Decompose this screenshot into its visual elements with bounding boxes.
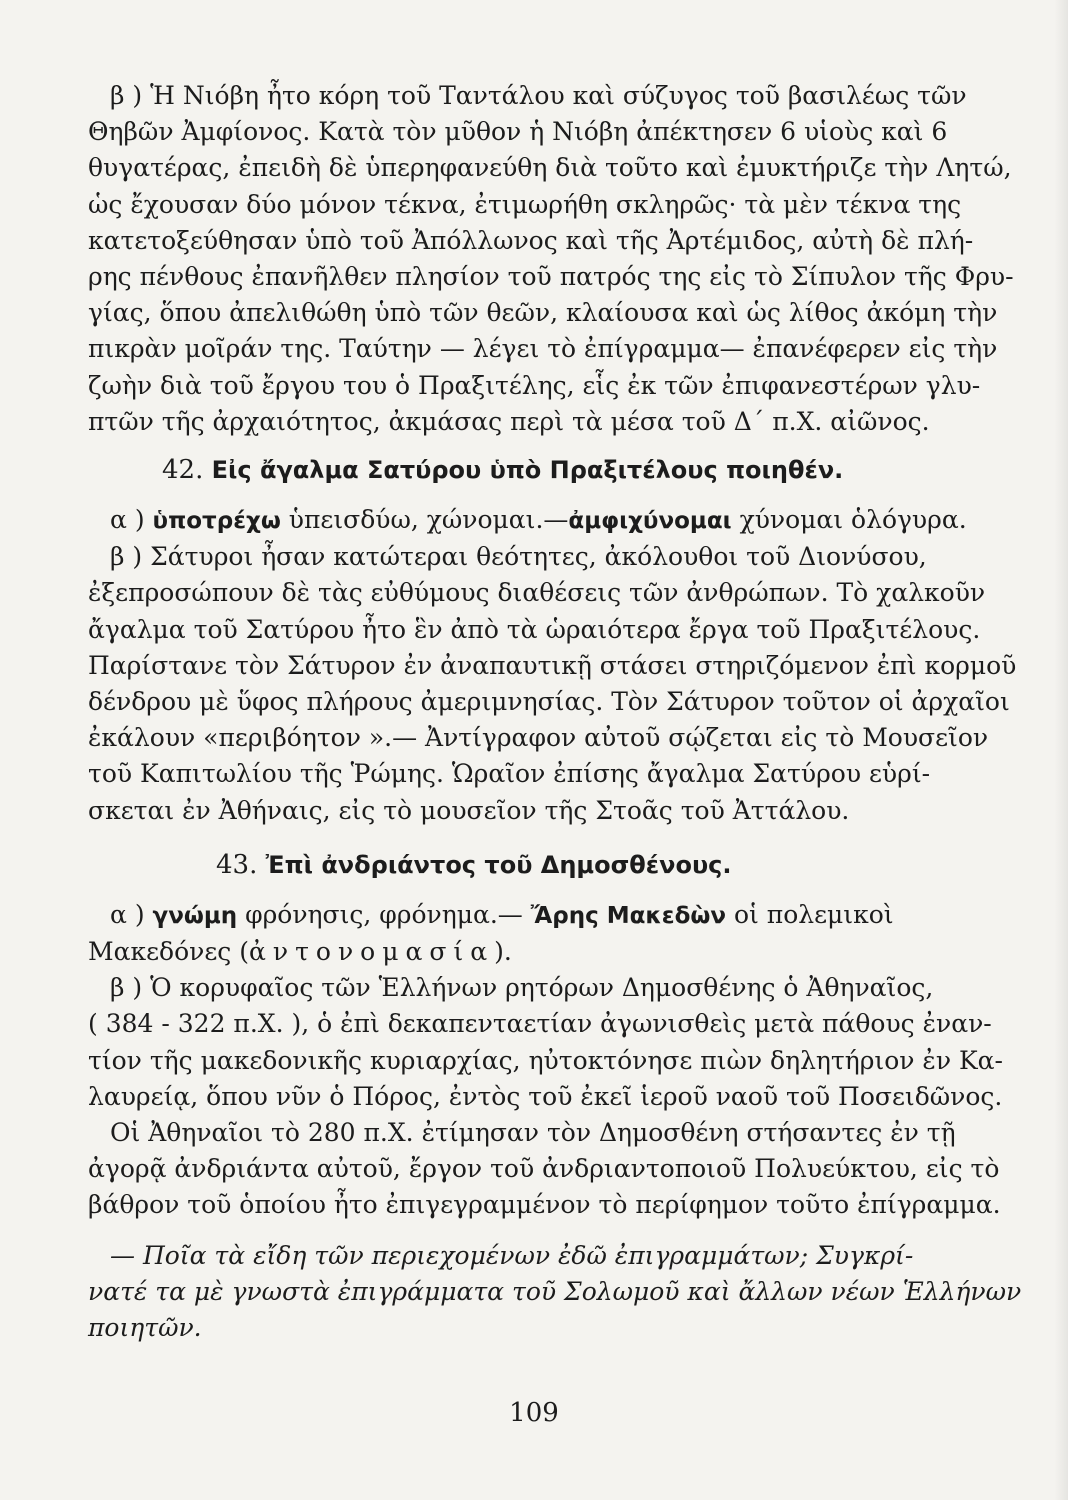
text-line: πτῶν τῆς ἀρχαιότητος, ἀκμάσας περὶ τὰ μέσα τοῦ Δ΄ π.Χ. αἰῶνος. [88,406,930,436]
text-line: τίον τῆς μακεδονικῆς κυριαρχίας, ηὐτοκτόνησε πιὼν δηλητήριον ἐν Κα- [88,1045,1003,1075]
glossary-definition: φρόνησις, φρόνημα.— [237,899,531,929]
glossary-term: Ἄρης Μακεδὼν [530,902,727,929]
item-label: β ) [110,542,151,572]
text-line: βάθρον τοῦ ὁποίου ἦτο ἐπιγεγραμμένον τὸ περίφημον τοῦτο ἐπίγραμμα. [88,1190,1001,1220]
text-line [88,970,956,1006]
glossary-term: ὑποτρέχω [152,508,281,535]
question-line: νατέ τα μὲ γνωστὰ ἐπιγράμματα τοῦ Σολωμοῦ καὶ ἄλλων νέων Ἑλλήνων [88,1276,1022,1306]
section-42-text [88,502,1017,829]
section-number: 42. [162,455,204,486]
text-line: κατετοξεύθησαν ὑπὸ τοῦ Ἀπόλλωνος καὶ τῆς Ἀρτέμιδος, αὐτὴ δὲ πλή- [88,225,974,255]
text-line: ἐξεπροσώπουν δὲ τὰς εὐθύμους διαθέσεις τῶν ἀνθρώπων. Τὸ χαλκοῦν [88,578,986,608]
text-line: ( 384 - 322 π.Χ. ), ὁ ἐπὶ δεκαπενταετίαν ἀγωνισθεὶς μετὰ πάθους ἐναν- [88,1009,992,1039]
text-line: σκεται ἐν Ἀθήναις, εἰς τὸ μουσεῖον τῆς Στοᾶς τοῦ Ἀττάλου. [88,795,850,825]
text-line: γίας, ὅπου ἀπελιθώθη ὑπὸ τῶν θεῶν, κλαίουσα καὶ ὡς λίθος ἀκόμη τὴν [88,298,998,328]
text-line [88,502,967,539]
spaced-term: ἀντονομασία [249,937,495,967]
line-text: Ἡ Νιόβη ἦτο κόρη τοῦ Ταντάλου καὶ σύζυγος τοῦ βασιλέως τῶν [150,81,967,110]
text-line [88,897,956,934]
line-text: ). [494,937,512,967]
page-number: 109 [509,1398,559,1428]
text-line: πικρὰν μοῖράν της. Ταύτην — λέγει τὸ ἐπίγραμμα— ἐπανέφερεν εἰς τὴν [88,334,998,364]
text-line: θυγατέρας, ἐπειδὴ δὲ ὑπερηφανεύθη διὰ τοῦτο καὶ ἐμυκτήριζε τὴν Λητώ, [88,153,1012,183]
line-text: Μακεδόνες ( [88,937,250,967]
section-title: Ἐπὶ ἀνδριάντος τοῦ Δημοσθένους. [265,850,732,879]
section-42-heading [88,450,956,490]
text-line: ἀγορᾷ ἀνδριάντα αὐτοῦ, ἔργον τοῦ ἀνδριαντοποιοῦ Πολυεύκτου, εἰς τὸ [88,1154,1000,1184]
section-43-text [88,897,1022,1346]
text-line: ἄγαλμα τοῦ Σατύρου ἦτο ἓν ἀπὸ τὰ ὡραιότερα ἔργα τοῦ Πραξιτέλους. [88,614,981,644]
text-line: ζωὴν διὰ τοῦ ἔργου του ὁ Πραξιτέλης, εἷς ἐκ τῶν ἐπιφανεστέρων γλυ- [88,370,981,400]
section-number: 43. [216,849,258,880]
section-title: Εἰς ἄγαλμα Σατύρου ὑπὸ Πραξιτέλους ποιηθέν. [211,456,844,485]
question-line: — Ποῖα τὰ εἴδη τῶν περιεχομένων ἐδῶ ἐπιγραμμάτων; Συγκρί- [110,1240,914,1270]
text-line: ἐκάλουν «περιβόητον ».— Ἀντίγραφον αὐτοῦ σῴζεται εἰς τὸ Μουσεῖον [88,723,989,753]
text-line: ὡς ἔχουσαν δύο μόνον τέκνα, ἐτιμωρήθη σκληρῶς· τὰ μὲν τέκνα της [88,189,962,219]
text-line: Παρίστανε τὸν Σάτυρον ἐν ἀναπαυτικῇ στάσει στηριζόμενον ἐπὶ κορμοῦ [88,650,1017,680]
line-text: Ὁ κορυφαῖος τῶν Ἑλλήνων ρητόρων Δημοσθένης ὁ Ἀθηναῖος, [150,973,934,1003]
text-line: Θηβῶν Ἀμφίονος. Κατὰ τὸν μῦθον ἡ Νιόβη ἀπέκτησεν 6 υἱοὺς καὶ 6 [88,117,948,147]
text-line: ρης πένθους ἐπανῆλθεν πλησίον τοῦ πατρός της εἰς τὸ Σίπυλον τῆς Φρυ- [88,262,1014,292]
text-line [88,539,956,575]
item-label: β ) [110,81,151,110]
text-line: τοῦ Καπιτωλίου τῆς Ῥώμης. Ὡραῖον ἐπίσης ἄγαλμα Σατύρου εὑρί- [88,759,931,789]
text-line: λαυρείᾳ, ὅπου νῦν ὁ Πόρος, ἐντὸς τοῦ ἐκεῖ ἱεροῦ ναοῦ τοῦ Ποσειδῶνος. [88,1081,1003,1111]
section-43-heading [88,845,956,885]
line-text: Σάτυροι ἦσαν κατώτεραι θεότητες, ἀκόλουθοι τοῦ Διονύσου, [150,542,927,572]
question-line: ποιητῶν. [88,1313,202,1343]
section-41-text [88,78,1014,440]
text-line: Οἱ Ἀθηναῖοι τὸ 280 π.Χ. ἐτίμησαν τὸν Δημοσθένη στήσαντες ἐν τῇ [110,1118,956,1148]
item-label: α ) [110,899,153,929]
text-line: δένδρου μὲ ὕφος πλήρους ἀμεριμνησίας. Τὸν Σάτυρον τοῦτον οἱ ἀρχαῖοι [88,687,1010,717]
glossary-term: γνώμη [152,902,238,929]
item-label: β ) [110,973,151,1003]
glossary-term: ἀμφιχύνομαι [568,508,732,535]
item-label: α ) [110,505,153,535]
spacer [88,1224,956,1238]
glossary-definition: ὑπεισδύω, χώνομαι.— [280,505,569,535]
page-edge-shadow [1054,0,1068,1500]
text-line [88,934,956,970]
text-line [88,78,967,114]
glossary-definition: οἱ πολεμικοὶ [726,899,894,929]
glossary-definition: χύνομαι ὁλόγυρα. [731,505,967,535]
